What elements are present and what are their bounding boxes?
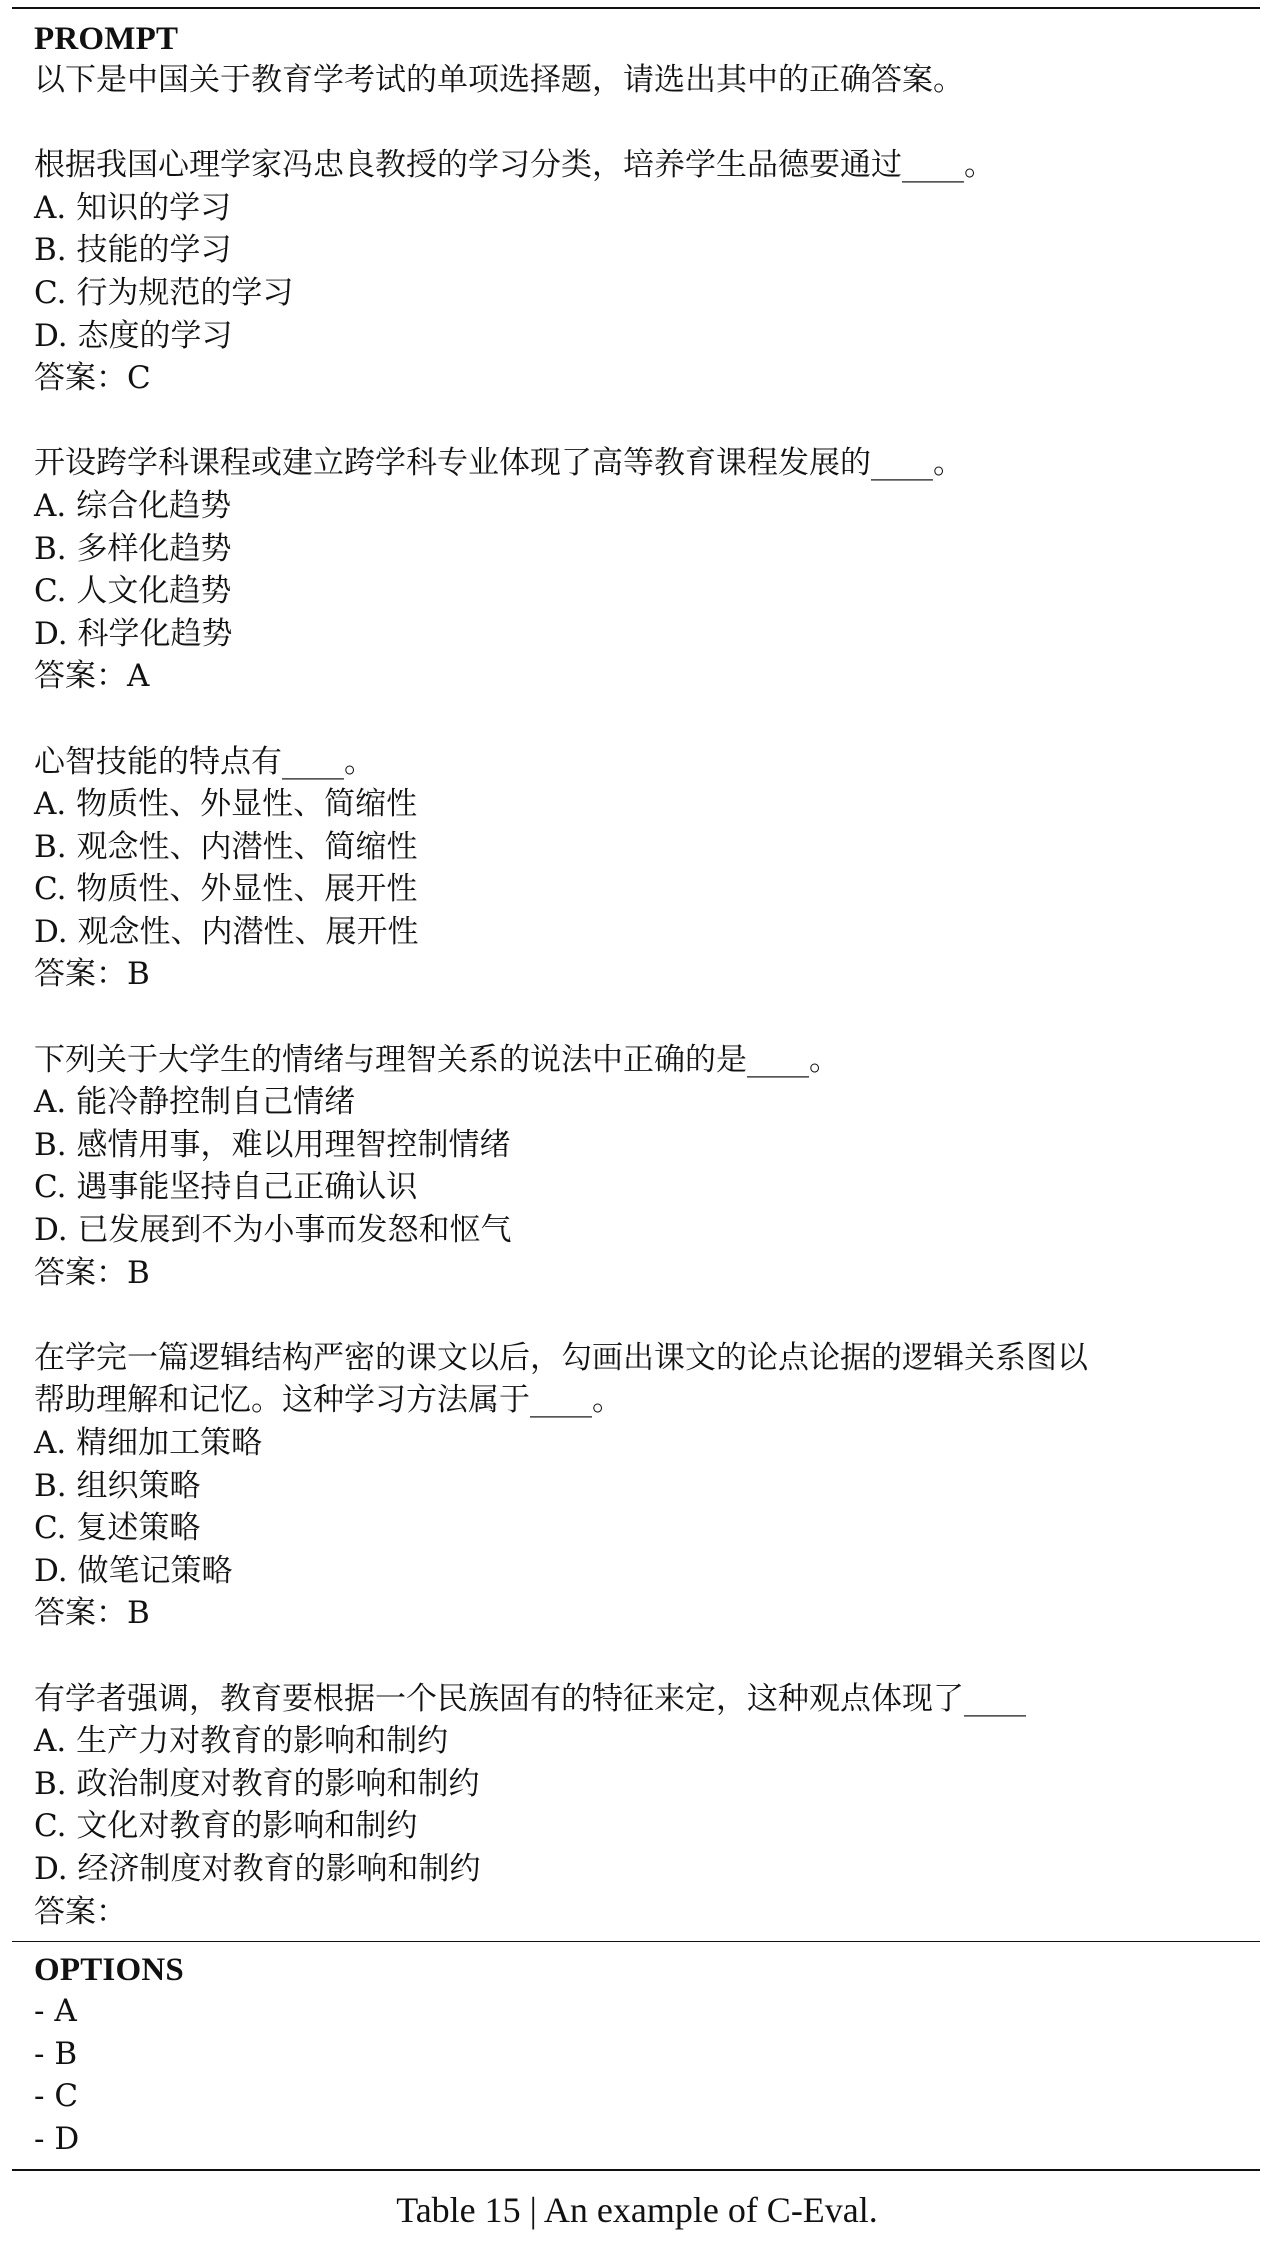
option-a: A. 物质性、外显性、简缩性	[34, 786, 418, 823]
option-c: C. 遇事能坚持自己正确认识	[34, 1169, 418, 1206]
option-b: B. 技能的学习	[34, 232, 232, 269]
question-block	[34, 1039, 1260, 1295]
option-d: D. 做笔记策略	[34, 1552, 233, 1589]
option-a: A. 生产力对教育的影响和制约	[34, 1723, 449, 1760]
option-b: B. 多样化趋势	[34, 530, 232, 567]
options-heading: OPTIONS	[34, 1952, 184, 1989]
options-section	[12, 1942, 1260, 2160]
prompt-instruction: 以下是中国关于教育学考试的单项选择题，请选出其中的正确答案。	[34, 62, 964, 98]
option-a: A. 知识的学习	[34, 189, 232, 226]
c-eval-example-table	[12, 0, 1260, 2171]
option-a: A. 精细加工策略	[34, 1425, 263, 1461]
option-d: D. 经济制度对教育的影响和制约	[34, 1850, 481, 1887]
option-d: D. 态度的学习	[34, 317, 233, 354]
option-d: D. 已发展到不为小事而发怒和怄气	[34, 1212, 512, 1249]
option-c: C. 复述策略	[34, 1510, 201, 1547]
spacer	[34, 996, 1260, 1039]
prompt-section	[12, 9, 1260, 1933]
question-stem: 下列关于大学生的情绪与理智关系的说法中正确的是____。	[34, 1041, 840, 1078]
option-c: C. 人文化趋势	[34, 573, 232, 610]
table-caption: Table 15 | An example of C-Eval.	[396, 2190, 878, 2230]
answer-line: 答案：B	[34, 1595, 150, 1632]
answer-line: 答案：B	[34, 956, 150, 993]
question-block	[34, 144, 1260, 400]
option-c: C. 文化对教育的影响和制约	[34, 1808, 418, 1845]
option-a: A. 能冷静控制自己情绪	[34, 1084, 356, 1121]
prompt-heading: PROMPT	[34, 21, 179, 57]
question-block	[34, 1678, 1260, 1934]
question-stem: 在学完一篇逻辑结构严密的课文以后，勾画出课文的论点论据的逻辑关系图以	[34, 1339, 1088, 1376]
option-b: B. 感情用事，难以用理智控制情绪	[34, 1126, 511, 1163]
spacer	[34, 102, 1260, 145]
question-stem: 心智技能的特点有____。	[34, 743, 375, 780]
spacer	[34, 1294, 1260, 1337]
question-block	[34, 741, 1260, 997]
question-stem: 有学者强调，教育要根据一个民族固有的特征来定，这种观点体现了____	[34, 1680, 1026, 1717]
answer-line: 答案：A	[34, 658, 150, 695]
question-stem-continued: 帮助理解和记忆。这种学习方法属于____。	[34, 1382, 623, 1419]
spacer	[34, 698, 1260, 741]
options-item: - B	[34, 2035, 78, 2072]
answer-line: 答案：	[34, 1893, 127, 1930]
options-item: - A	[34, 1993, 77, 2030]
question-list	[34, 102, 1260, 1934]
question-stem: 开设跨学科课程或建立跨学科专业体现了高等教育课程发展的____。	[34, 445, 964, 482]
question-block	[34, 442, 1260, 698]
spacer	[34, 400, 1260, 443]
bottom-rule	[12, 2169, 1260, 2171]
option-b: B. 观念性、内潜性、简缩性	[34, 828, 418, 865]
option-c: C. 物质性、外显性、展开性	[34, 871, 418, 908]
options-item: - D	[34, 2120, 80, 2157]
option-b: B. 组织策略	[34, 1467, 201, 1504]
spacer	[34, 1635, 1260, 1678]
question-block	[34, 1337, 1260, 1635]
option-c: C. 行为规范的学习	[34, 274, 294, 311]
question-stem: 根据我国心理学家冯忠良教授的学习分类，培养学生品德要通过____。	[34, 147, 995, 184]
answer-line: 答案：B	[34, 1254, 150, 1291]
options-item: - C	[34, 2078, 79, 2115]
option-a: A. 综合化趋势	[34, 487, 232, 524]
option-d: D. 观念性、内潜性、展开性	[34, 913, 419, 950]
option-d: D. 科学化趋势	[34, 615, 233, 652]
option-b: B. 政治制度对教育的影响和制约	[34, 1765, 480, 1802]
answer-line: 答案：C	[34, 360, 151, 397]
